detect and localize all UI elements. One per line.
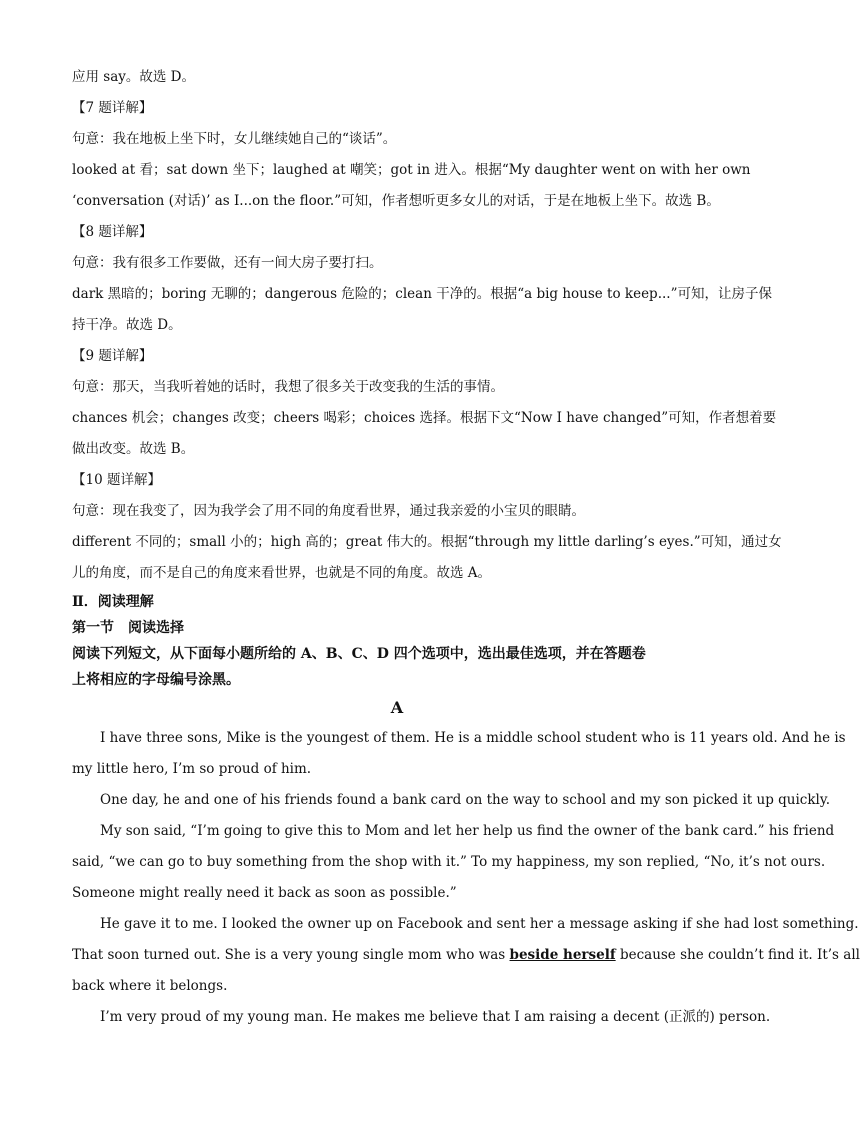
section-instruction: 上将相应的字母编号涂黑。	[72, 672, 240, 688]
section-subtitle: 第一节 阅读选择	[72, 620, 184, 636]
reading-passage	[72, 723, 860, 1033]
question-10-heading: 【10 题详解】	[72, 472, 161, 488]
passage-line: My son said, “I’m going to give this to Mom and let her help us find the owner of the bank card.” his friend	[100, 823, 835, 839]
passage-line: I have three sons, Mike is the youngest of them. He is a middle school student who is 11 years old. And he is	[100, 730, 846, 746]
passage-line: my little hero, I’m so proud of him.	[72, 761, 312, 777]
reading-section	[72, 589, 722, 723]
explanation-line: 应用 say。故选 D。	[72, 69, 196, 85]
explanation-line: chances 机会；changes 改变；cheers 喝彩；choices 选择。根据下文“Now I have changed”可知，作者想着要	[72, 410, 777, 426]
explanation-line: 句意：现在我变了，因为我学会了用不同的角度看世界，通过我亲爱的小宝贝的眼睛。	[72, 503, 585, 519]
question-7-heading: 【7 题详解】	[72, 100, 153, 116]
passage-line: said, “we can go to buy something from the shop with it.” To my happiness, my son replied, “No, it’s not ours.	[72, 854, 826, 870]
section-instruction: 阅读下列短文，从下面每小题所给的 A、B、C、D 四个选项中，选出最佳选项，并在答题卷	[72, 646, 646, 662]
passage-line: I’m very proud of my young man. He makes me believe that I am raising a decent (正派的) person.	[100, 1009, 771, 1025]
explanation-line: ‘conversation (对话)’ as I...on the floor.”可知，作者想听更多女儿的对话，于是在地板上坐下。故选 B。	[72, 193, 720, 209]
passage-line	[72, 940, 860, 971]
answer-explanations	[72, 62, 782, 589]
explanation-line: 句意：那天，当我听着她的话时，我想了很多关于改变我的生活的事情。	[72, 379, 504, 395]
question-8-heading: 【8 题详解】	[72, 224, 153, 240]
section-title: Ⅱ．阅读理解	[72, 594, 154, 610]
explanation-line: different 不同的；small 小的；high 高的；great 伟大的。根据“through my little darling’s eyes.”可知，通过女	[72, 534, 782, 550]
passage-line: One day, he and one of his friends found a bank card on the way to school and my son picked it up quickly.	[100, 792, 830, 808]
underlined-phrase: beside herself	[509, 947, 616, 963]
explanation-line: 句意：我有很多工作要做，还有一间大房子要打扫。	[72, 255, 383, 271]
question-9-heading: 【9 题详解】	[72, 348, 153, 364]
passage-text: because she couldn’t find it. It’s all	[615, 947, 860, 963]
explanation-line: 句意：我在地板上坐下时，女儿继续她自己的“谈话”。	[72, 131, 397, 147]
explanation-line: 做出改变。故选 B。	[72, 441, 195, 457]
passage-line: Someone might really need it back as soon as possible.”	[72, 885, 457, 901]
passage-line: back where it belongs.	[72, 978, 228, 994]
explanation-line: dark 黑暗的；boring 无聊的；dangerous 危险的；clean 干净的。根据“a big house to keep...”可知，让房子保	[72, 286, 772, 302]
document-page	[72, 62, 860, 1033]
passage-text: That soon turned out. She is a very young single mom who was	[72, 947, 510, 963]
passage-line: He gave it to me. I looked the owner up on Facebook and sent her a message asking if she had lost something.	[100, 916, 859, 932]
explanation-line: looked at 看；sat down 坐下；laughed at 嘲笑；got in 进入。根据“My daughter went on with her own	[72, 162, 751, 178]
explanation-line: 儿的角度，而不是自己的角度来看世界，也就是不同的角度。故选 A。	[72, 565, 492, 581]
explanation-line: 持干净。故选 D。	[72, 317, 182, 333]
passage-label: A	[390, 698, 404, 717]
